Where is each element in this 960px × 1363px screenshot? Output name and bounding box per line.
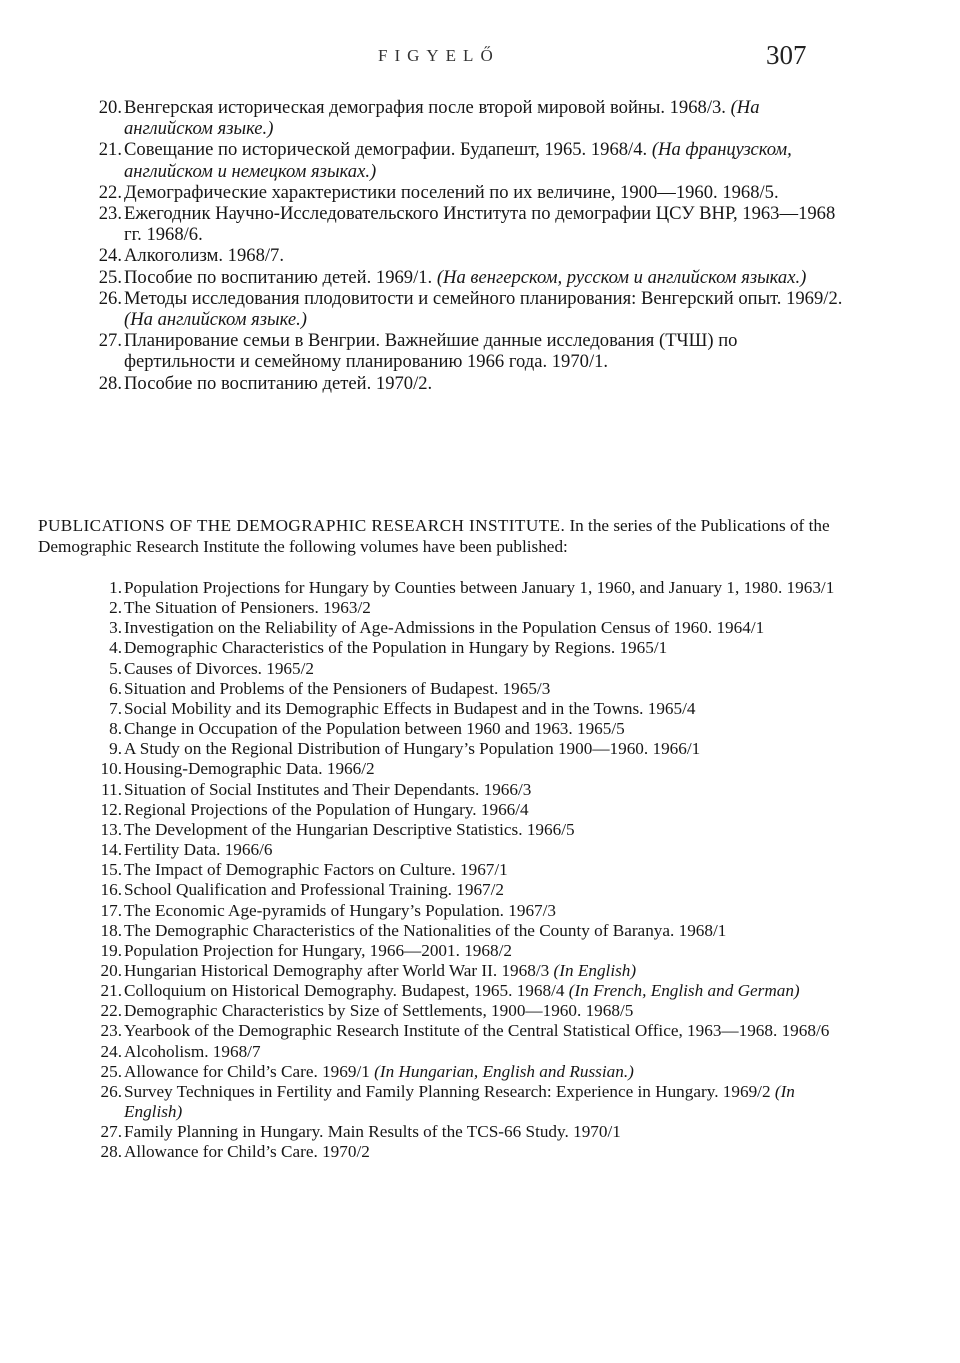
item-text: Regional Projections of the Population of Hungary. 1966/4: [124, 799, 529, 819]
item-note: (На венгерском, русском и английском языках.): [436, 266, 807, 288]
list-item: [82, 1142, 852, 1162]
item-note: (In Hungarian, English and Russian.): [374, 1061, 634, 1081]
item-number: 5.: [109, 658, 122, 678]
running-head: [0, 40, 960, 76]
item-number: 19.: [100, 940, 122, 960]
item-number: 4.: [109, 638, 122, 658]
item-text: Housing-Demographic Data. 1966/2: [124, 759, 375, 779]
item-number: 13.: [100, 819, 122, 839]
list-item: [82, 330, 852, 372]
list-item: [82, 618, 852, 638]
item-number: 22.: [100, 1001, 122, 1021]
english-publication-list: [82, 578, 852, 1163]
list-item: [82, 245, 852, 266]
item-note: (In English): [124, 1081, 795, 1122]
item-number: 26.: [98, 287, 122, 309]
item-number: 28.: [98, 372, 122, 394]
item-number: 1.: [109, 578, 122, 597]
item-text: Situation of Social Institutes and Their Dependants. 1966/3: [124, 779, 532, 799]
list-item: [82, 921, 852, 941]
item-number: 20.: [100, 960, 122, 980]
list-item: [82, 1042, 852, 1062]
item-text: The Impact of Demographic Factors on Culture. 1967/1: [124, 860, 508, 880]
list-item: [82, 638, 852, 658]
list-item: [82, 1122, 852, 1142]
section-title: PUBLICATIONS OF THE DEMOGRAPHIC RESEARCH INSTITUTE.: [38, 516, 566, 535]
list-item: [82, 860, 852, 880]
item-note: (In English): [553, 960, 637, 980]
item-text: Методы исследования плодовитости и семейного планирования: Венгерский опыт. 1969/2.: [124, 287, 843, 309]
item-text: Situation and Problems of the Pensioners of Budapest. 1965/3: [124, 678, 551, 698]
list-item: [82, 182, 852, 203]
item-text: Population Projection for Hungary, 1966—2001. 1968/2: [124, 940, 512, 960]
list-item: [82, 981, 852, 1001]
item-number: 22.: [98, 181, 122, 203]
item-text: Alcoholism. 1968/7: [124, 1041, 261, 1061]
list-item: [82, 288, 852, 330]
item-text: Fertility Data. 1966/6: [124, 840, 273, 860]
page-number: 307: [766, 40, 807, 70]
list-item: [82, 759, 852, 779]
item-number: 24.: [100, 1041, 122, 1061]
item-note: (На английском языке.): [124, 97, 760, 140]
item-number: 21.: [98, 139, 122, 161]
item-number: 18.: [100, 920, 122, 940]
list-item: [82, 941, 852, 961]
item-number: 11.: [101, 779, 122, 799]
item-text: Change in Occupation of the Population between 1960 and 1963. 1965/5: [124, 719, 625, 739]
item-text: Пособие по воспитанию детей. 1969/1.: [124, 266, 433, 288]
item-text: Пособие по воспитанию детей. 1970/2.: [124, 372, 433, 394]
item-number: 20.: [98, 97, 122, 118]
item-text: Демографические характеристики поселений по их величине, 1900—1960. 1968/5.: [124, 181, 779, 203]
item-number: 23.: [100, 1021, 122, 1041]
list-item: [82, 1021, 852, 1041]
item-text: Совещание по исторической демографии. Будапешт, 1965. 1968/4.: [124, 139, 648, 161]
item-number: 21.: [100, 981, 122, 1001]
item-number: 25.: [98, 266, 122, 288]
list-item: [82, 901, 852, 921]
item-number: 16.: [100, 880, 122, 900]
item-number: 27.: [100, 1122, 122, 1142]
list-item: [82, 139, 852, 181]
russian-publication-list: [82, 97, 852, 394]
item-text: Планирование семьи в Венгрии. Важнейшие данные исследования (ТЧШ) по фертильности и семейному планированию 1966 года. 1970/1.: [124, 330, 738, 373]
section-intro: In the series of the Publications of the Demographic Research Institute the following volumes have been published:: [38, 516, 830, 556]
item-text: Demographic Characteristics by Size of Settlements, 1900—1960. 1968/5: [124, 1001, 634, 1021]
list-item: [82, 780, 852, 800]
list-item: [82, 800, 852, 820]
list-item: [82, 1082, 852, 1122]
list-item: [82, 203, 852, 245]
list-item: [82, 739, 852, 759]
list-item: [82, 1001, 852, 1021]
item-text: Social Mobility and its Demographic Effects in Budapest and in the Towns. 1965/4: [124, 698, 696, 718]
list-item: [82, 97, 852, 139]
list-item: [82, 659, 852, 679]
item-number: 2.: [109, 598, 122, 618]
item-text: Алкоголизм. 1968/7.: [124, 245, 284, 267]
item-note: (На английском языке.): [124, 309, 307, 331]
item-text: The Economic Age-pyramids of Hungary’s Population. 1967/3: [124, 900, 557, 920]
item-number: 15.: [100, 860, 122, 880]
list-item: [82, 961, 852, 981]
list-item: [82, 820, 852, 840]
list-item: [82, 578, 852, 598]
list-item: [82, 719, 852, 739]
item-number: 24.: [98, 245, 122, 267]
item-text: Causes of Divorces. 1965/2: [124, 658, 314, 678]
publications-section-intro: [38, 515, 838, 557]
item-number: 17.: [100, 900, 122, 920]
item-text: Ежегодник Научно-Исследовательского Института по демографии ЦСУ ВНР, 1963—1968 гг. 1968/6.: [124, 203, 836, 246]
item-text: Family Planning in Hungary. Main Results of the TCS-66 Study. 1970/1: [124, 1122, 621, 1142]
list-item: [82, 699, 852, 719]
item-number: 14.: [100, 840, 122, 860]
item-number: 23.: [98, 203, 122, 225]
item-text: The Development of the Hungarian Descriptive Statistics. 1966/5: [124, 819, 575, 839]
journal-section-title: FIGYELŐ: [378, 46, 500, 65]
item-number: 6.: [109, 678, 122, 698]
item-number: 26.: [100, 1081, 122, 1101]
item-text: Hungarian Historical Demography after World War II. 1968/3: [124, 960, 550, 980]
item-number: 27.: [98, 330, 122, 352]
item-text: Colloquium on Historical Demography. Budapest, 1965. 1968/4: [124, 981, 565, 1001]
item-number: 7.: [109, 698, 122, 718]
item-number: 10.: [100, 759, 122, 779]
list-item: [82, 880, 852, 900]
item-text: Survey Techniques in Fertility and Family Planning Research: Experience in Hungary. 1969/2: [124, 1081, 771, 1101]
item-note: (На французском, английском и немецком языках.): [124, 139, 792, 182]
item-text: Population Projections for Hungary by Counties between January 1, 1960, and January 1, 1980. 1963/1: [124, 578, 835, 597]
item-number: 3.: [109, 618, 122, 638]
item-text: A Study on the Regional Distribution of Hungary’s Population 1900—1960. 1966/1: [124, 739, 701, 759]
item-text: The Demographic Characteristics of the Nationalities of the County of Baranya. 1968/1: [124, 920, 727, 940]
item-number: 8.: [109, 719, 122, 739]
item-text: Yearbook of the Demographic Research Institute of the Central Statistical Office, 1963—1968. 1968/6: [124, 1021, 830, 1041]
item-number: 9.: [109, 739, 122, 759]
item-number: 12.: [100, 799, 122, 819]
item-text: School Qualification and Professional Training. 1967/2: [124, 880, 505, 900]
item-number: 25.: [100, 1061, 122, 1081]
item-text: The Situation of Pensioners. 1963/2: [124, 598, 371, 618]
list-item: [82, 679, 852, 699]
item-text: Demographic Characteristics of the Population in Hungary by Regions. 1965/1: [124, 638, 668, 658]
list-item: [82, 840, 852, 860]
item-number: 28.: [100, 1142, 122, 1162]
item-text: Allowance for Child’s Care. 1970/2: [124, 1142, 370, 1162]
list-item: [82, 373, 852, 394]
list-item: [82, 598, 852, 618]
item-text: Венгерская историческая демография после второй мировой войны. 1968/3.: [124, 97, 726, 118]
item-text: Investigation on the Reliability of Age-Admissions in the Population Census of 1960. 1964/1: [124, 618, 765, 638]
list-item: [82, 1062, 852, 1082]
item-text: Allowance for Child’s Care. 1969/1: [124, 1061, 370, 1081]
item-note: (In French, English and German): [568, 981, 800, 1001]
list-item: [82, 267, 852, 288]
